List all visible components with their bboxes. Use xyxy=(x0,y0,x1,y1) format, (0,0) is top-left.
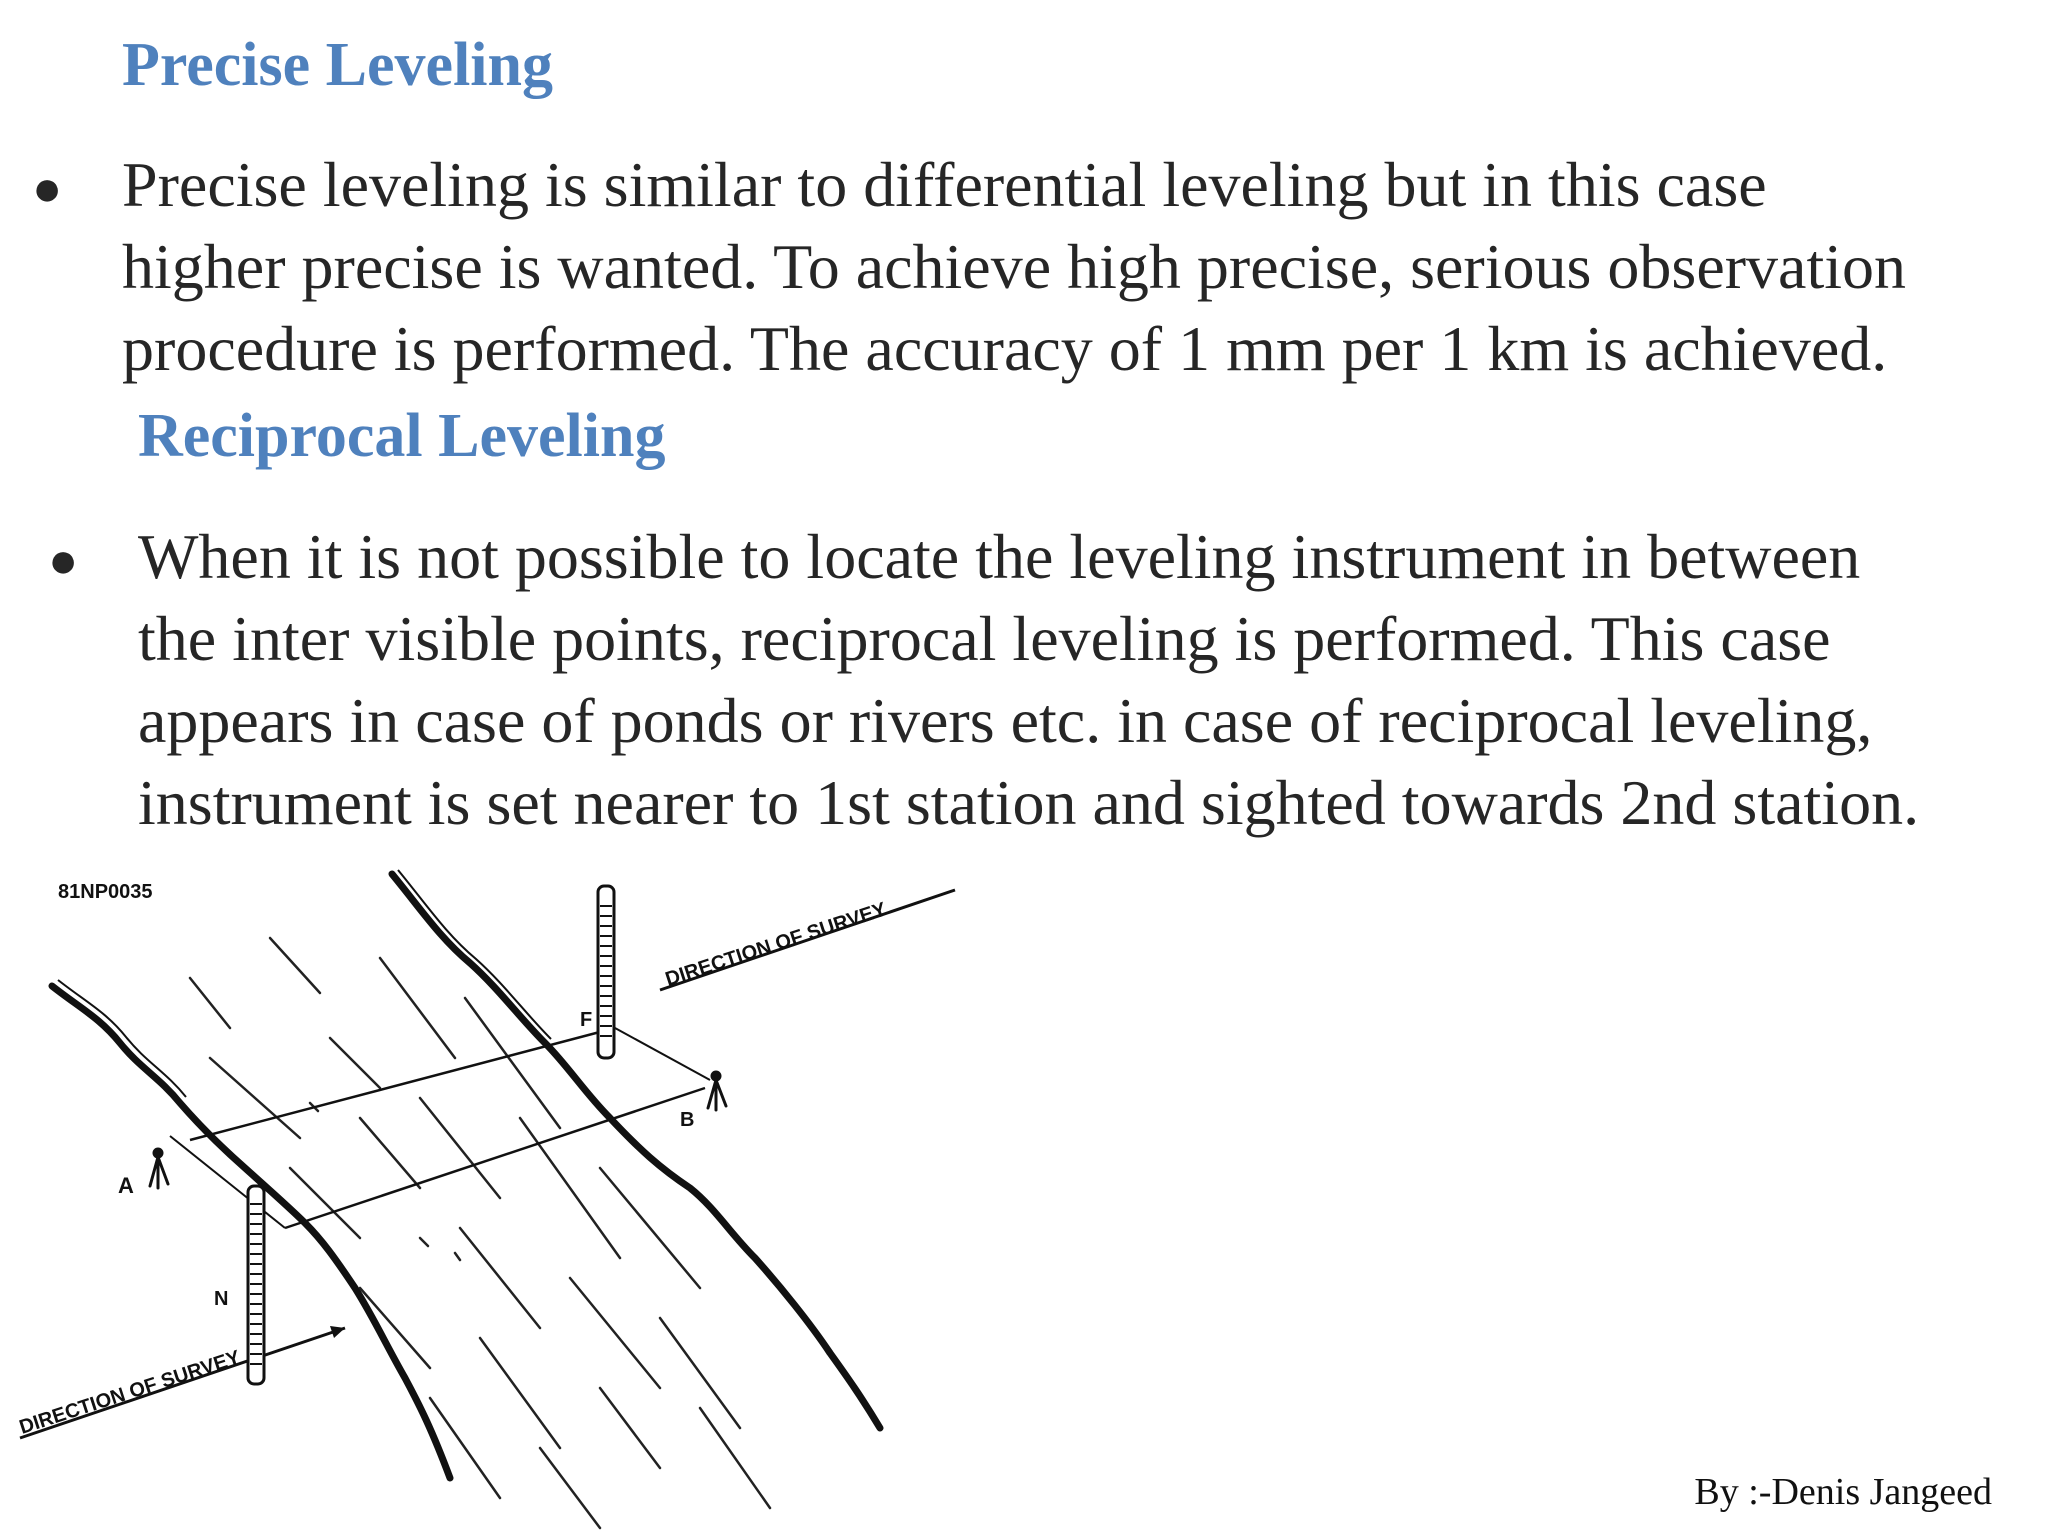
sight-line-n-to-b xyxy=(285,1088,705,1228)
paragraph-line: instrument is set nearer to 1st station and sighted towards 2nd station. xyxy=(138,767,1920,838)
paragraph-line: Precise leveling is similar to differential leveling but in this case xyxy=(122,149,1767,220)
paragraph-precise-leveling xyxy=(122,144,1906,390)
river-bank-right xyxy=(392,874,880,1428)
arrow-head-icon xyxy=(330,1326,345,1338)
bullet-dot: ● xyxy=(32,160,63,216)
sight-line-a-to-f xyxy=(190,1028,615,1140)
bullet-dot: ● xyxy=(48,532,79,588)
figure-id-label: 81NP0035 xyxy=(58,881,153,903)
paragraph-line: appears in case of ponds or rivers etc. in case of reciprocal leveling, xyxy=(138,685,1873,756)
instrument-a-tripod-icon xyxy=(150,1149,168,1188)
direction-label-bottom: DIRECTION OF SURVEY xyxy=(16,1346,244,1439)
paragraph-reciprocal-leveling xyxy=(138,516,1919,844)
connector-f-b xyxy=(615,1028,710,1080)
water-strokes xyxy=(190,938,770,1528)
station-label-b: B xyxy=(680,1109,695,1131)
paragraph-line: procedure is performed. The accuracy of 1 mm per 1 km is achieved. xyxy=(122,313,1888,384)
paragraph-line: When it is not possible to locate the leveling instrument in between xyxy=(138,521,1861,592)
station-label-n: N xyxy=(214,1288,229,1310)
instrument-b-tripod-icon xyxy=(708,1072,726,1110)
paragraph-line: the inter visible points, reciprocal leveling is performed. This case xyxy=(138,603,1831,674)
reciprocal-leveling-diagram xyxy=(0,868,980,1536)
paragraph-line: higher precise is wanted. To achieve high precise, serious observation xyxy=(122,231,1906,302)
leveling-rod-n xyxy=(248,1186,264,1384)
station-label-f: F xyxy=(580,1009,593,1031)
heading-precise-leveling: Precise Leveling xyxy=(122,31,554,99)
author-credit: By :-Denis Jangeed xyxy=(1694,1471,1992,1513)
leveling-rod-f xyxy=(598,886,614,1058)
direction-label-top: DIRECTION OF SURVEY xyxy=(662,898,890,991)
station-label-a: A xyxy=(118,1173,134,1198)
heading-reciprocal-leveling: Reciprocal Leveling xyxy=(138,402,666,470)
